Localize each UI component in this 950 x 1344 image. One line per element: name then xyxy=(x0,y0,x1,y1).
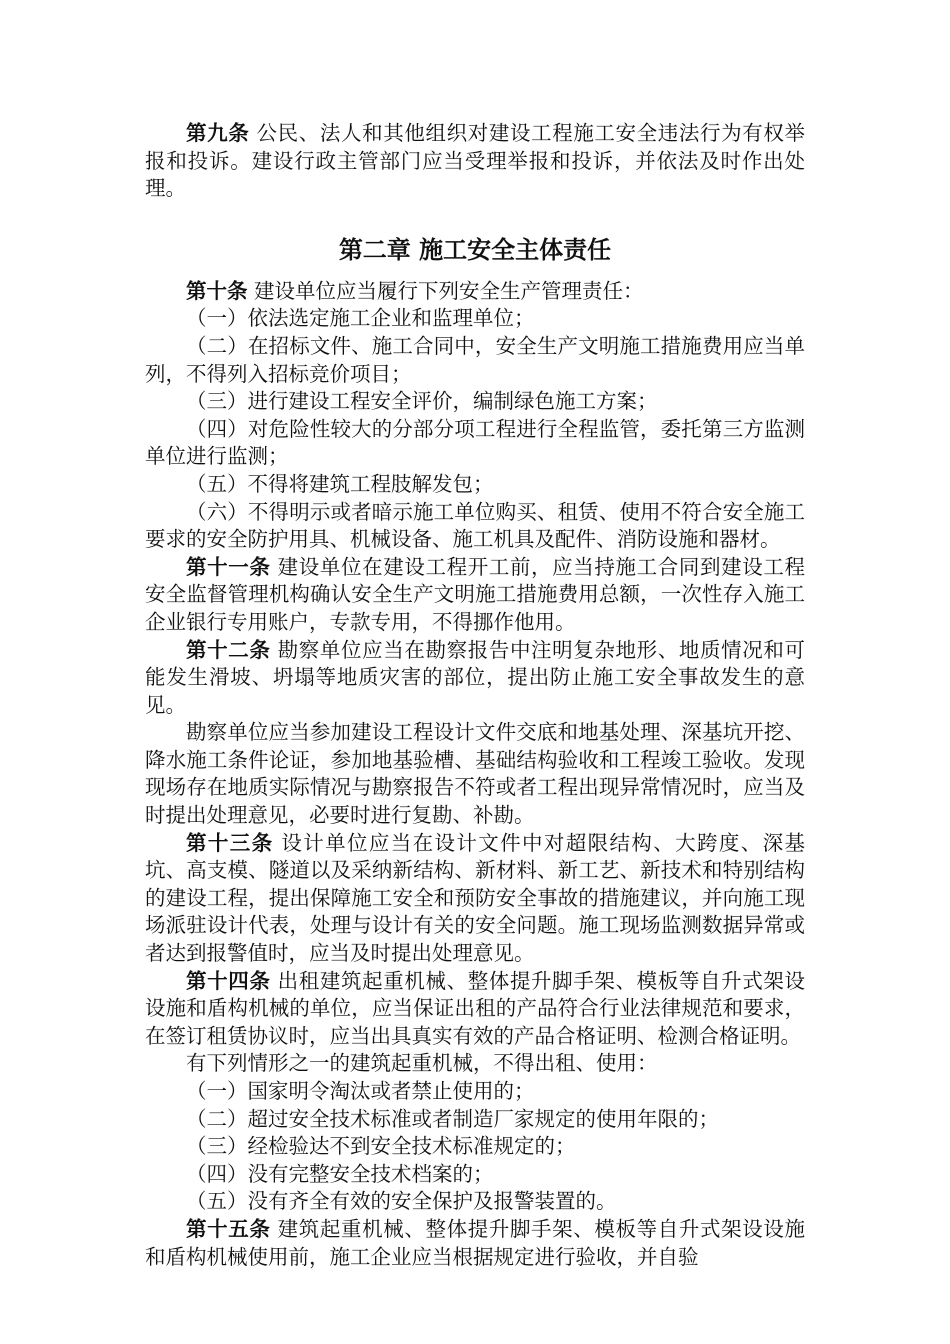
article-15 xyxy=(145,1216,805,1271)
article-text: 建设单位在建设工程开工前，应当持施工合同到建设工程安全监督管理机构确认安全生产文明施工措施费用总额，一次性存入施工企业银行专用账户，专款专用，不得挪作他用。 xyxy=(145,554,806,634)
article-10 xyxy=(145,278,805,306)
article-label: 第十一条 xyxy=(186,554,271,579)
article-9 xyxy=(145,120,805,203)
list-item: （五）没有齐全有效的安全保护及报警装置的。 xyxy=(186,1189,617,1214)
chapter-title: 第二章 施工安全主体责任 xyxy=(338,235,612,264)
article-label: 第十三条 xyxy=(186,830,274,855)
document-page xyxy=(145,120,805,1271)
list-item: （四）对危险性较大的分部分项工程进行全程监管，委托第三方监测单位进行监测； xyxy=(145,416,805,469)
list-item: （四）没有完整安全技术档案的； xyxy=(186,1161,494,1186)
paragraph: 勘察单位应当参加建设工程设计文件交底和地基处理、深基坑开挖、降水施工条件论证，参加地基验槽、基础结构验收和工程竣工验收。发现现场存在地质实际情况与勘察报告不符或者工程出现异常情况时，应当及时提出处理意见，必要时进行复勘、补勘。 xyxy=(145,720,805,828)
list-item: （五）不得将建筑工程肢解发包； xyxy=(186,471,494,496)
article-label: 第十五条 xyxy=(186,1216,271,1241)
paragraph: 有下列情形之一的建筑起重机械，不得出租、使用： xyxy=(186,1051,658,1076)
list-item: （一）依法选定施工企业和监理单位； xyxy=(186,306,535,331)
article-label: 第十条 xyxy=(186,278,248,303)
list-item: （六）不得明示或者暗示施工单位购买、租赁、使用不符合安全施工要求的安全防护用具、机械设备、施工机具及配件、消防设施和器材。 xyxy=(145,499,805,552)
article-label: 第九条 xyxy=(186,121,250,145)
article-13 xyxy=(145,830,805,968)
article-11 xyxy=(145,554,805,637)
article-text: 设计单位应当在设计文件中对超限结构、大跨度、深基坑、高支模、隧道以及采纳新结构、新材料、新工艺、新技术和特别结构的建设工程，提出保障施工安全和预防安全事故的措施建议，并向施工现场派驻设计代表，处理与设计有关的安全问题。施工现场监测数据异常或者达到报警值时，应当及时提出处理意见。 xyxy=(145,830,806,966)
article-text: 建筑起重机械、整体提升脚手架、模板等自升式架设设施和盾构机械使用前，施工企业应当根据规定进行验收，并自验 xyxy=(145,1216,806,1269)
article-text: 建设单位应当履行下列安全生产管理责任： xyxy=(247,278,644,303)
list-item: （一）国家明令淘汰或者禁止使用的； xyxy=(186,1079,535,1103)
article-14 xyxy=(145,968,805,1051)
article-text: 出租建筑起重机械、整体提升脚手架、模板等自升式架设设施和盾构机械的单位，应当保证出租的产品符合行业法律规范和要求，在签订租赁协议时，应当出具真实有效的产品合格证明、检测合格证明。 xyxy=(145,968,806,1048)
list-item: （二）在招标文件、施工合同中，安全生产文明施工措施费用应当单列，不得列入招标竞价项目； xyxy=(145,333,805,386)
article-label: 第十四条 xyxy=(186,968,271,993)
list-item: （二）超过安全技术标准或者制造厂家规定的使用年限的； xyxy=(186,1106,719,1131)
article-text: 勘察单位应当在勘察报告中注明复杂地形、地质情况和可能发生滑坡、坍塌等地质灾害的部位，提出防止施工安全事故发生的意见。 xyxy=(145,637,806,717)
article-12 xyxy=(145,637,805,720)
list-item: （三）进行建设工程安全评价，编制绿色施工方案； xyxy=(186,389,658,414)
article-text: 公民、法人和其他组织对建设工程施工安全违法行为有权举报和投诉。建设行政主管部门应当受理举报和投诉，并依法及时作出处理。 xyxy=(145,121,806,201)
list-item: （三）经检验达不到安全技术标准规定的； xyxy=(186,1134,576,1159)
article-label: 第十二条 xyxy=(186,637,271,662)
